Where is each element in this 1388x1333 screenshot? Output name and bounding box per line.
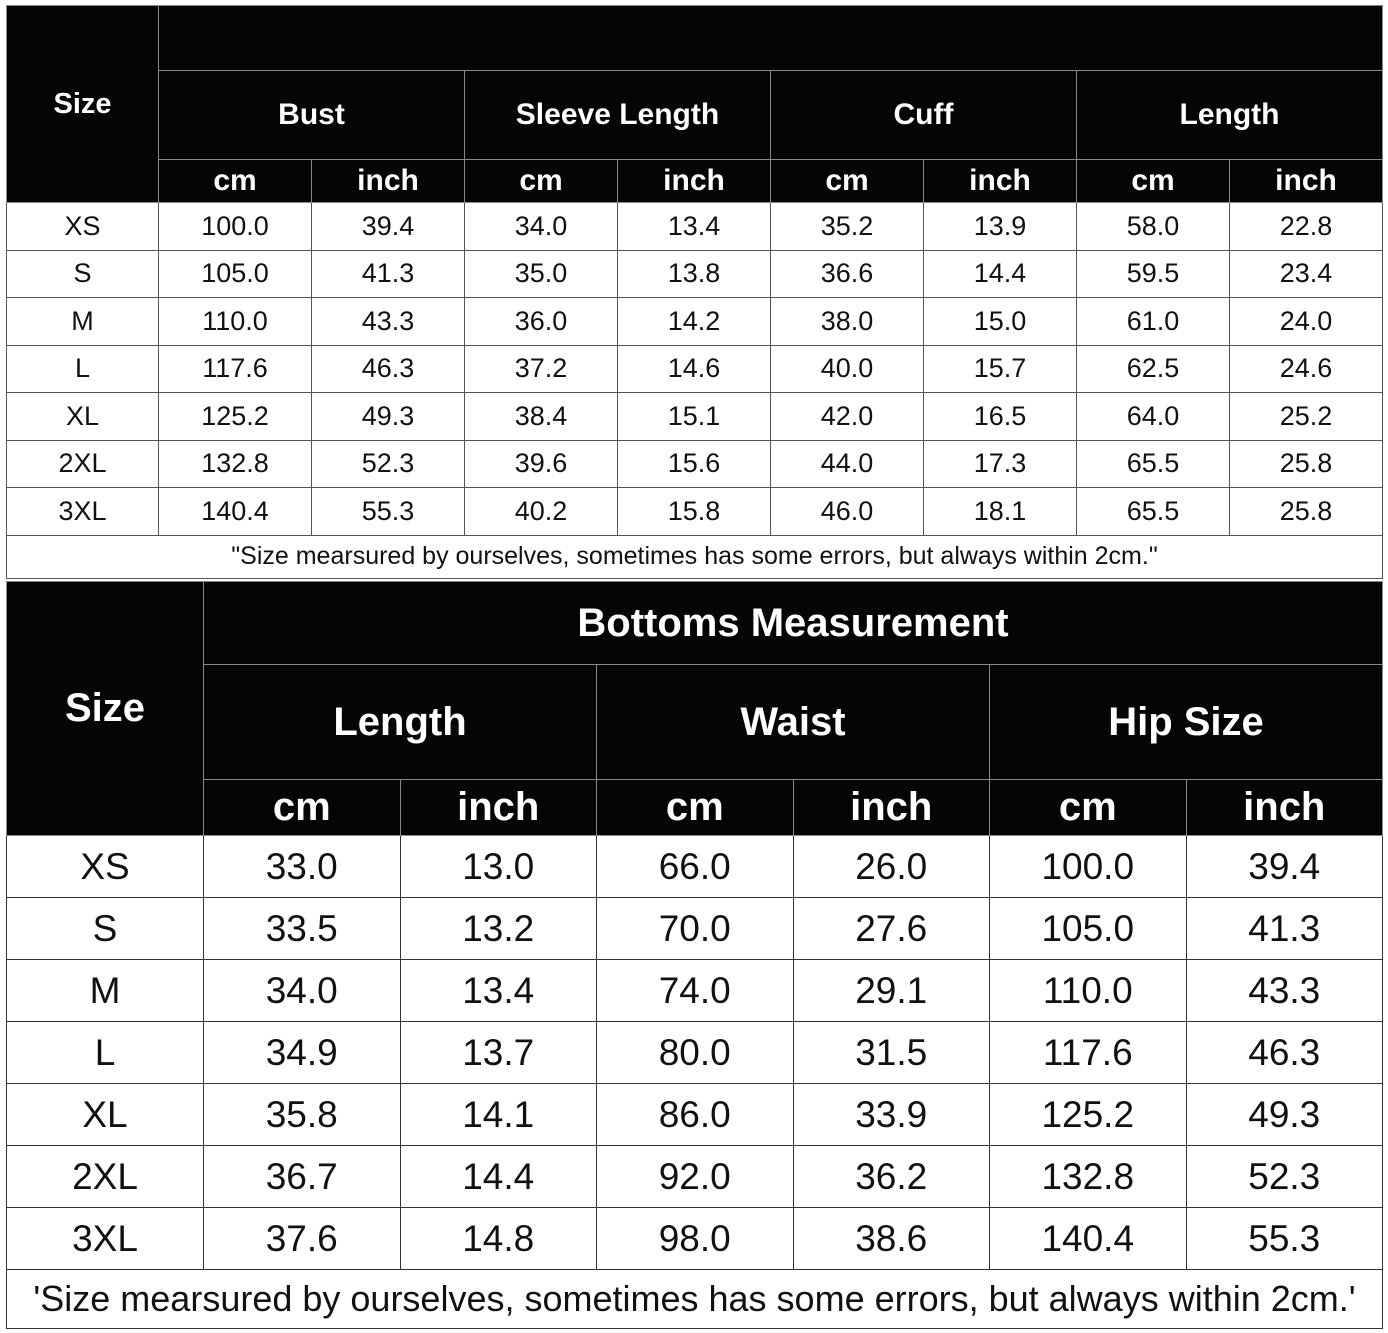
table-row xyxy=(7,203,1383,251)
measurement-cell: 41.3 xyxy=(1186,898,1383,960)
measurement-cell: 125.2 xyxy=(990,1084,1187,1146)
tops-data-rows xyxy=(7,203,1383,536)
measurement-cell: 65.5 xyxy=(1077,488,1230,536)
measurement-cell: 46.0 xyxy=(771,488,924,536)
size-label-cell: M xyxy=(7,960,204,1022)
tops-group-length: Length xyxy=(1077,71,1383,160)
table-row xyxy=(7,960,1383,1022)
measurement-cell: 14.1 xyxy=(400,1084,597,1146)
bottoms-unit-header-row xyxy=(7,780,1383,836)
bottoms-unit-inch: inch xyxy=(1186,780,1383,836)
measurement-cell: 14.6 xyxy=(618,345,771,393)
table-row xyxy=(7,393,1383,441)
bottoms-data-rows xyxy=(7,836,1383,1270)
measurement-cell: 43.3 xyxy=(312,298,465,346)
tops-unit-inch: inch xyxy=(1230,160,1383,203)
measurement-cell: 14.4 xyxy=(400,1146,597,1208)
measurement-cell: 40.2 xyxy=(465,488,618,536)
measurement-cell: 24.6 xyxy=(1230,345,1383,393)
measurement-cell: 52.3 xyxy=(312,440,465,488)
measurement-cell: 37.2 xyxy=(465,345,618,393)
table-row xyxy=(7,1146,1383,1208)
measurement-cell: 36.2 xyxy=(793,1146,990,1208)
size-label-cell: XL xyxy=(7,393,159,441)
bottoms-group-hip-size: Hip Size xyxy=(990,665,1383,780)
size-label-cell: L xyxy=(7,1022,204,1084)
measurement-cell: 18.1 xyxy=(924,488,1077,536)
measurement-cell: 42.0 xyxy=(771,393,924,441)
table-row xyxy=(7,1208,1383,1270)
table-row xyxy=(7,298,1383,346)
measurement-cell: 59.5 xyxy=(1077,250,1230,298)
measurement-cell: 43.3 xyxy=(1186,960,1383,1022)
tops-group-cuff: Cuff xyxy=(771,71,1077,160)
measurement-cell: 13.0 xyxy=(400,836,597,898)
measurement-cell: 13.8 xyxy=(618,250,771,298)
tops-group-header-row xyxy=(7,71,1383,160)
measurement-cell: 110.0 xyxy=(990,960,1187,1022)
bottoms-unit-inch: inch xyxy=(400,780,597,836)
measurement-cell: 16.5 xyxy=(924,393,1077,441)
measurement-cell: 25.2 xyxy=(1230,393,1383,441)
table-row xyxy=(7,488,1383,536)
measurement-cell: 36.6 xyxy=(771,250,924,298)
size-label-cell: S xyxy=(7,898,204,960)
size-label-cell: 3XL xyxy=(7,1208,204,1270)
measurement-cell: 40.0 xyxy=(771,345,924,393)
measurement-cell: 38.6 xyxy=(793,1208,990,1270)
measurement-cell: 39.4 xyxy=(312,203,465,251)
table-row xyxy=(7,250,1383,298)
tops-unit-cm: cm xyxy=(771,160,924,203)
measurement-cell: 13.4 xyxy=(618,203,771,251)
tops-unit-cm: cm xyxy=(1077,160,1230,203)
measurement-cell: 117.6 xyxy=(990,1022,1187,1084)
tops-unit-inch: inch xyxy=(312,160,465,203)
table-row xyxy=(7,898,1383,960)
bottoms-unit-cm: cm xyxy=(597,780,794,836)
bottoms-group-header-row xyxy=(7,665,1383,780)
measurement-cell: 44.0 xyxy=(771,440,924,488)
measurement-cell: 98.0 xyxy=(597,1208,794,1270)
tops-note-row xyxy=(7,535,1383,578)
measurement-cell: 36.0 xyxy=(465,298,618,346)
bottoms-note: 'Size mearsured by ourselves, sometimes has some errors, but always within 2cm.' xyxy=(7,1270,1383,1329)
tops-unit-cm: cm xyxy=(159,160,312,203)
table-row xyxy=(7,1084,1383,1146)
measurement-cell: 80.0 xyxy=(597,1022,794,1084)
measurement-cell: 132.8 xyxy=(990,1146,1187,1208)
measurement-cell: 37.6 xyxy=(204,1208,401,1270)
tops-unit-inch: inch xyxy=(924,160,1077,203)
bottoms-note-row xyxy=(7,1270,1383,1329)
measurement-cell: 46.3 xyxy=(1186,1022,1383,1084)
measurement-cell: 34.9 xyxy=(204,1022,401,1084)
measurement-cell: 22.8 xyxy=(1230,203,1383,251)
table-row xyxy=(7,440,1383,488)
measurement-cell: 46.3 xyxy=(312,345,465,393)
measurement-cell: 74.0 xyxy=(597,960,794,1022)
measurement-cell: 52.3 xyxy=(1186,1146,1383,1208)
measurement-cell: 86.0 xyxy=(597,1084,794,1146)
measurement-cell: 15.8 xyxy=(618,488,771,536)
size-label-cell: 3XL xyxy=(7,488,159,536)
measurement-cell: 26.0 xyxy=(793,836,990,898)
tops-title-blank xyxy=(159,6,1383,71)
measurement-cell: 33.5 xyxy=(204,898,401,960)
measurement-cell: 110.0 xyxy=(159,298,312,346)
bottoms-unit-cm: cm xyxy=(204,780,401,836)
tops-size-header: Size xyxy=(7,6,159,203)
tops-group-bust: Bust xyxy=(159,71,465,160)
tops-unit-cm: cm xyxy=(465,160,618,203)
size-label-cell: M xyxy=(7,298,159,346)
measurement-cell: 92.0 xyxy=(597,1146,794,1208)
bottoms-unit-cm: cm xyxy=(990,780,1187,836)
measurement-cell: 23.4 xyxy=(1230,250,1383,298)
measurement-cell: 13.4 xyxy=(400,960,597,1022)
measurement-cell: 17.3 xyxy=(924,440,1077,488)
size-label-cell: 2XL xyxy=(7,440,159,488)
measurement-cell: 65.5 xyxy=(1077,440,1230,488)
measurement-cell: 34.0 xyxy=(465,203,618,251)
measurement-cell: 125.2 xyxy=(159,393,312,441)
measurement-cell: 33.9 xyxy=(793,1084,990,1146)
measurement-cell: 64.0 xyxy=(1077,393,1230,441)
measurement-cell: 58.0 xyxy=(1077,203,1230,251)
measurement-cell: 13.7 xyxy=(400,1022,597,1084)
measurement-cell: 14.8 xyxy=(400,1208,597,1270)
measurement-cell: 70.0 xyxy=(597,898,794,960)
bottoms-size-table xyxy=(6,581,1383,1329)
size-label-cell: S xyxy=(7,250,159,298)
measurement-cell: 15.0 xyxy=(924,298,1077,346)
bottoms-unit-inch: inch xyxy=(793,780,990,836)
measurement-cell: 13.2 xyxy=(400,898,597,960)
measurement-cell: 15.6 xyxy=(618,440,771,488)
measurement-cell: 132.8 xyxy=(159,440,312,488)
measurement-cell: 66.0 xyxy=(597,836,794,898)
measurement-cell: 14.4 xyxy=(924,250,1077,298)
measurement-cell: 35.0 xyxy=(465,250,618,298)
measurement-cell: 61.0 xyxy=(1077,298,1230,346)
table-row xyxy=(7,345,1383,393)
measurement-cell: 105.0 xyxy=(990,898,1187,960)
measurement-cell: 117.6 xyxy=(159,345,312,393)
measurement-cell: 25.8 xyxy=(1230,440,1383,488)
tops-note: "Size mearsured by ourselves, sometimes has some errors, but always within 2cm." xyxy=(7,535,1383,578)
measurement-cell: 100.0 xyxy=(990,836,1187,898)
measurement-cell: 39.4 xyxy=(1186,836,1383,898)
measurement-cell: 140.4 xyxy=(990,1208,1187,1270)
tops-size-table xyxy=(6,5,1383,579)
bottoms-group-waist: Waist xyxy=(597,665,990,780)
measurement-cell: 29.1 xyxy=(793,960,990,1022)
measurement-cell: 35.2 xyxy=(771,203,924,251)
size-label-cell: L xyxy=(7,345,159,393)
measurement-cell: 49.3 xyxy=(1186,1084,1383,1146)
measurement-cell: 35.8 xyxy=(204,1084,401,1146)
size-label-cell: 2XL xyxy=(7,1146,204,1208)
size-label-cell: XL xyxy=(7,1084,204,1146)
size-label-cell: XS xyxy=(7,203,159,251)
measurement-cell: 39.6 xyxy=(465,440,618,488)
measurement-cell: 105.0 xyxy=(159,250,312,298)
measurement-cell: 24.0 xyxy=(1230,298,1383,346)
measurement-cell: 38.4 xyxy=(465,393,618,441)
tops-group-sleeve-length: Sleeve Length xyxy=(465,71,771,160)
measurement-cell: 140.4 xyxy=(159,488,312,536)
measurement-cell: 36.7 xyxy=(204,1146,401,1208)
measurement-cell: 14.2 xyxy=(618,298,771,346)
measurement-cell: 31.5 xyxy=(793,1022,990,1084)
measurement-cell: 25.8 xyxy=(1230,488,1383,536)
measurement-cell: 100.0 xyxy=(159,203,312,251)
measurement-cell: 34.0 xyxy=(204,960,401,1022)
measurement-cell: 15.7 xyxy=(924,345,1077,393)
measurement-cell: 49.3 xyxy=(312,393,465,441)
measurement-cell: 38.0 xyxy=(771,298,924,346)
bottoms-title-row xyxy=(7,582,1383,665)
measurement-cell: 55.3 xyxy=(312,488,465,536)
table-row xyxy=(7,836,1383,898)
measurement-cell: 33.0 xyxy=(204,836,401,898)
measurement-cell: 55.3 xyxy=(1186,1208,1383,1270)
size-label-cell: XS xyxy=(7,836,204,898)
table-row xyxy=(7,1022,1383,1084)
bottoms-group-length: Length xyxy=(204,665,597,780)
measurement-cell: 15.1 xyxy=(618,393,771,441)
bottoms-size-header: Size xyxy=(7,582,204,836)
measurement-cell: 13.9 xyxy=(924,203,1077,251)
measurement-cell: 41.3 xyxy=(312,250,465,298)
tops-unit-inch: inch xyxy=(618,160,771,203)
bottoms-title: Bottoms Measurement xyxy=(204,582,1383,665)
tops-header-row-blank xyxy=(7,6,1383,71)
measurement-cell: 62.5 xyxy=(1077,345,1230,393)
measurement-cell: 27.6 xyxy=(793,898,990,960)
tops-unit-header-row xyxy=(7,160,1383,203)
